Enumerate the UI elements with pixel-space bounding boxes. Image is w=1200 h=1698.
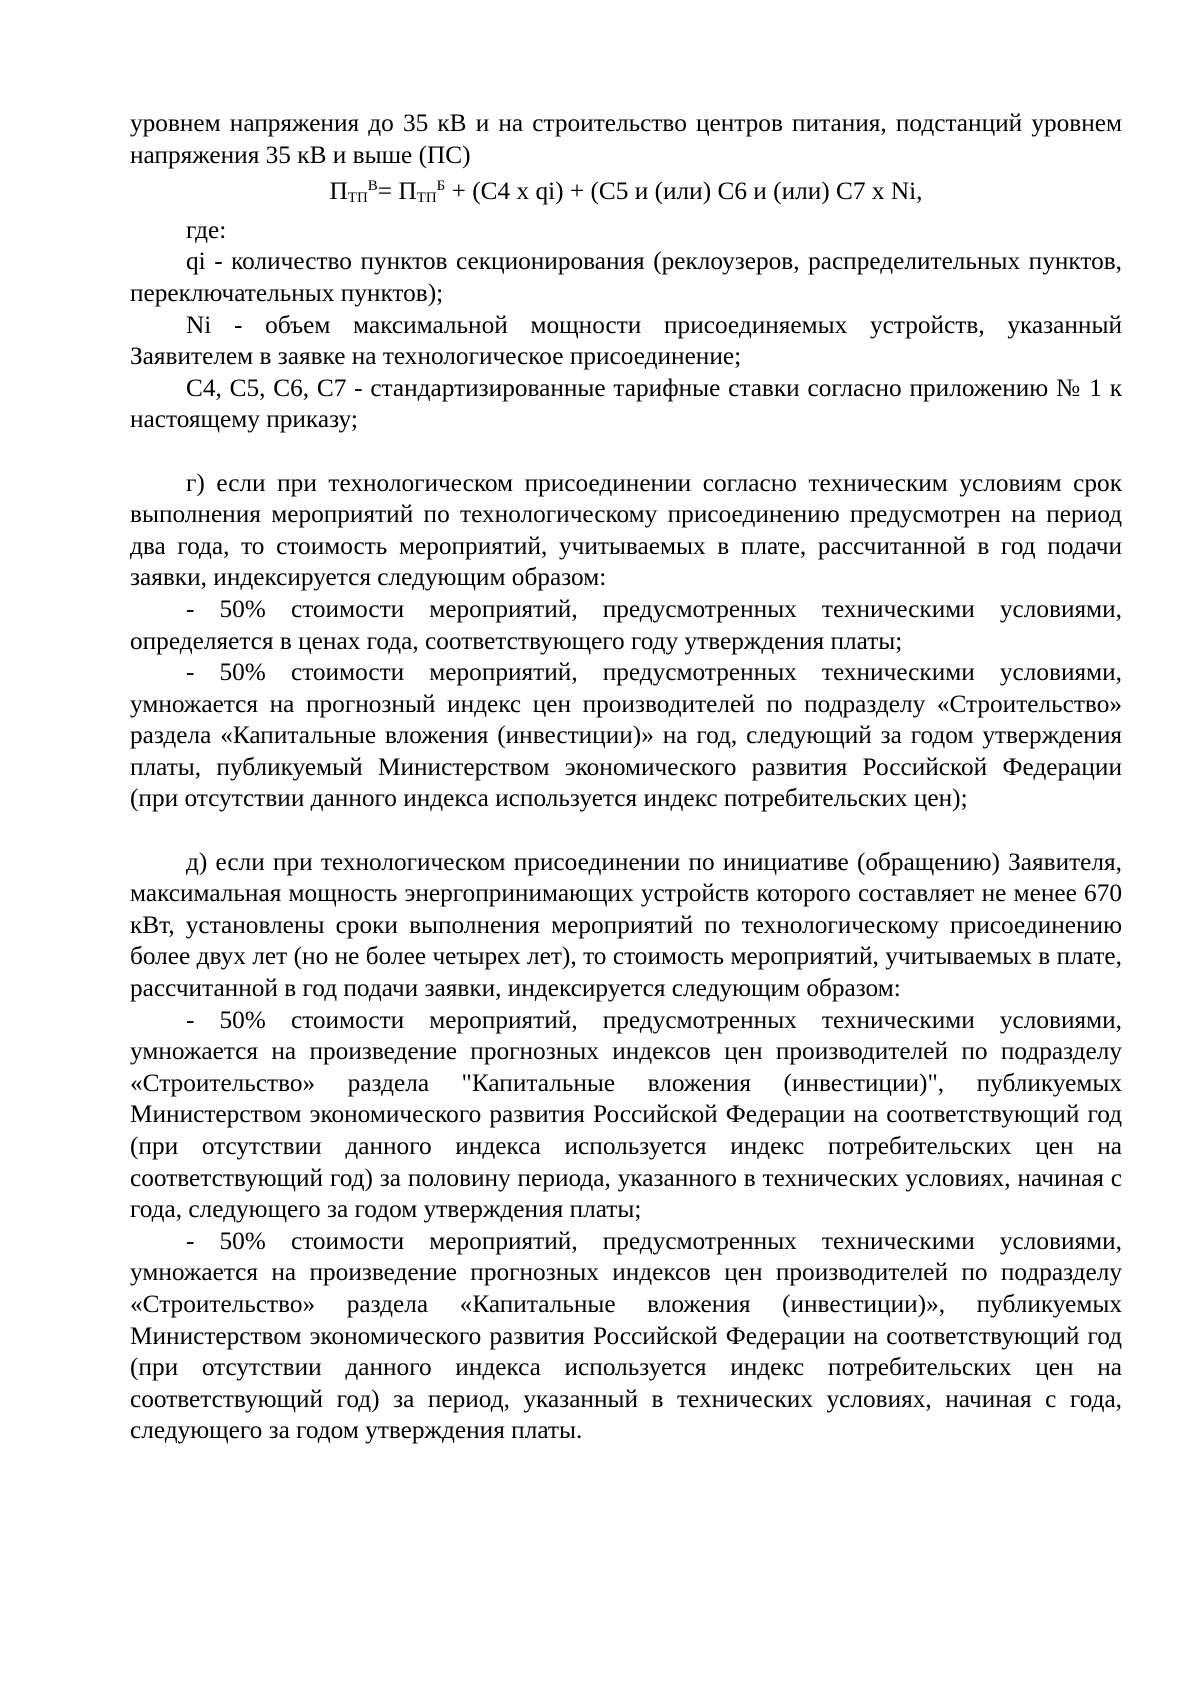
- definition-ni: Ni - объем максимальной мощности присоединяемых устройств, указанный Заявителем в заявке на технологическое присоединение;: [130, 310, 1122, 371]
- section-g-item-1: - 50% стоимости мероприятий, предусмотренных техническими условиями, определяется в ценах года, соответствующего году утверждения платы;: [130, 594, 1122, 655]
- formula-p1-sup: В: [367, 178, 378, 195]
- section-g-intro: г) если при технологическом присоединении согласно техническим условиям срок выполнения мероприятий по технологическому присоединению предусмотрен на период два года, то стоимость мероприятий, учитываемых в плате, рассчитанной в год подачи заявки, индексируется следующим образом:: [130, 468, 1122, 592]
- where-label: где:: [186, 215, 227, 244]
- formula-p2-sub: ТП: [416, 190, 437, 207]
- section-d-item-1: - 50% стоимости мероприятий, предусмотренных техническими условиями, умножается на произведение прогнозных индексов цен производителей по подразделу «Строительство» раздела "Капитальные вложения (инвестиции)", публикуемых Министерством экономического развития Российской Федерации на соответствующий год (при отсутствии данного индекса используется индекс потребительских цен на соответствующий год) за половину периода, указанного в технических условиях, начиная с года, следующего за годом утверждения платы;: [130, 1005, 1122, 1224]
- formula-p1-sub: ТП: [347, 190, 368, 207]
- paragraph-gap: [130, 436, 1122, 468]
- definition-qi: qi - количество пунктов секционирования (реклоузеров, распределительных пунктов, переключательных пунктов);: [130, 247, 1122, 307]
- paragraph-gap: [130, 815, 1122, 847]
- intro-paragraph: уровнем напряжения до 35 кВ и на строительство центров питания, подстанций уровнем напряжения 35 кВ и выше (ПС): [130, 109, 1122, 169]
- definition-rates: С4, С5, С6, С7 - стандартизированные тарифные ставки согласно приложению № 1 к настоящему приказу;: [130, 373, 1122, 434]
- section-g-item-2: - 50% стоимости мероприятий, предусмотренных техническими условиями, умножается на прогнозный индекс цен производителей по подразделу «Строительство» раздела «Капитальные вложения (инвестиции)» на год, следующий за годом утверждения платы, публикуемый Министерством экономического развития Российской Федерации (при отсутствии данного индекса используется индекс потребительских цен);: [130, 658, 1122, 813]
- formula: [130, 171, 1122, 215]
- formula-p1: П: [329, 177, 348, 206]
- section-d-intro: д) если при технологическом присоединении по инициативе (обращению) Заявителя, максимальная мощность энергопринимающих устройств которого составляет не менее 670 кВт, установлены сроки выполнения мероприятий по технологическому присоединению более двух лет (но не более четырех лет), то стоимость мероприятий, учитываемых в плате, рассчитанной в год подачи заявки, индексируется следующим образом:: [130, 847, 1122, 1003]
- section-d-item-2: - 50% стоимости мероприятий, предусмотренных техническими условиями, умножается на произведение прогнозных индексов цен производителей по подразделу «Строительство» раздела «Капитальные вложения (инвестиции)», публикуемых Министерством экономического развития Российской Федерации на соответствующий год (при отсутствии данного индекса используется индекс потребительских цен на соответствующий год) за период, указанный в технических условиях, начиная с года, следующего за годом утверждения платы.: [130, 1226, 1122, 1445]
- document-page: [130, 108, 1122, 1447]
- formula-p2-sup: Б: [436, 178, 446, 195]
- formula-rest: + (С4 х qi) + (С5 и (или) С6 и (или) С7 х Ni,: [445, 177, 923, 206]
- formula-eq: = П: [377, 177, 417, 206]
